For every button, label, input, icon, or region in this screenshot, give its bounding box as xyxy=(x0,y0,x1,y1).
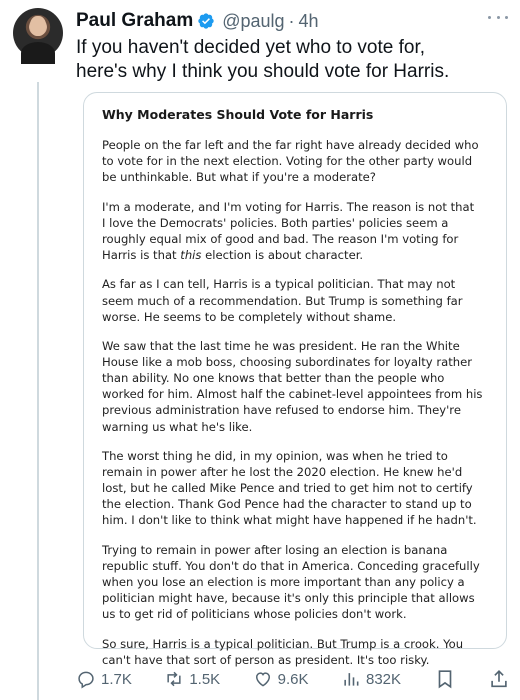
views-button[interactable] xyxy=(341,669,401,689)
essay-line: seem much of a recommendation. But Trump is something far xyxy=(102,293,463,308)
essay-paragraph xyxy=(102,137,497,185)
reply-button[interactable] xyxy=(76,669,132,689)
bookmark-icon xyxy=(434,668,456,690)
essay-line: politician might have, because it's only this principle that allows xyxy=(102,591,475,606)
essay-line: him. I don't like to think what might have happened if he hadn't. xyxy=(102,513,477,528)
essay-line: Harris is that this election is about character. xyxy=(102,247,364,262)
essay-line: worked for him. Almost half the cabinet-level appointees from his xyxy=(102,387,483,402)
essay-image[interactable] xyxy=(83,92,507,667)
essay-line: than ability. No one knows that better than the people who xyxy=(102,371,445,386)
essay-line: So sure, Harris is a typical politician. But Trump is a crook. You xyxy=(102,636,464,651)
verified-badge-icon xyxy=(197,12,215,30)
essay-line: roughly equal mix of good and bad. The reason I'm voting for xyxy=(102,231,459,246)
action-bar xyxy=(76,666,510,692)
essay-line: As far as I can tell, Harris is a typical politician. That may not xyxy=(102,277,456,292)
essay-line: I'm a moderate, and I'm voting for Harris. The reason is not that xyxy=(102,199,475,214)
essay-line: previous administration have refused to endorse him. They're xyxy=(102,403,461,418)
essay-line: We saw that the last time he was president. He ran the White xyxy=(102,339,460,354)
essay-line: warning us what he's like. xyxy=(102,419,253,434)
reply-icon xyxy=(76,669,96,689)
like-count: 9.6K xyxy=(277,670,309,688)
essay-paragraph xyxy=(102,542,497,622)
essay-paragraph xyxy=(102,276,497,324)
essay-body xyxy=(102,137,497,681)
essay-line: us to get rid of politicians whose policies don't work. xyxy=(102,607,407,622)
essay-line: I love the Democrats' policies. Both parties' policies seem a xyxy=(102,215,449,230)
essay-line: lost, but he called Mike Pence and tried to get him not to certify xyxy=(102,481,473,496)
essay-line: Trying to remain in power after losing an election is banana xyxy=(102,542,448,557)
tweet-text-line: here's why I think you should vote for Harris. xyxy=(76,61,450,82)
like-icon xyxy=(253,669,273,689)
views-count: 832K xyxy=(365,670,402,688)
essay-paragraph xyxy=(102,338,497,435)
avatar[interactable] xyxy=(13,8,63,58)
repost-icon xyxy=(164,669,184,689)
separator-dot: · xyxy=(288,10,295,31)
tweet-header xyxy=(76,10,319,32)
avatar-face xyxy=(30,16,46,36)
thread-line xyxy=(37,82,39,700)
avatar-shirt xyxy=(21,42,55,64)
essay-paragraph xyxy=(102,448,497,528)
bookmark-button[interactable] xyxy=(434,668,456,690)
essay-line: House like a mob boss, choosing subordinates for loyalty rather xyxy=(102,355,472,370)
repost-button[interactable] xyxy=(164,669,220,689)
essay-line: worse. He seems to be completely without shame. xyxy=(102,309,397,324)
essay-paragraph xyxy=(102,636,497,668)
tweet-text xyxy=(76,36,506,84)
share-button[interactable] xyxy=(488,668,510,690)
essay-line: be unthinkable. But what if you're a moderate? xyxy=(102,170,376,185)
views-icon xyxy=(341,669,361,689)
reply-count: 1.7K xyxy=(101,670,132,688)
essay-line: republic stuff. You don't do that in America. Conceding gracefully xyxy=(102,559,480,574)
essay-line: The worst thing he did, in my opinion, was when he tried to xyxy=(102,449,448,464)
author-name[interactable]: Paul Graham xyxy=(76,10,194,31)
essay-line: can't have that sort of person as president. It's too risky. xyxy=(102,652,430,667)
repost-count: 1.5K xyxy=(189,670,221,688)
tweet-text-line: If you haven't decided yet who to vote for, xyxy=(76,37,426,58)
tweet-time[interactable]: 4h xyxy=(298,10,319,31)
essay-line: when you lose an election is more important than any policy a xyxy=(102,575,465,590)
author-handle[interactable]: @paulg xyxy=(222,10,285,31)
essay-line: remain in power after he lost the 2020 election. He knew he'd xyxy=(102,465,463,480)
like-button[interactable] xyxy=(253,669,309,689)
more-icon[interactable] xyxy=(488,12,508,22)
essay-line: the election. Thank God Pence had the character to stand up to xyxy=(102,497,472,512)
essay-line: People on the far left and the far right have already decided who xyxy=(102,138,479,152)
essay-title: Why Moderates Should Vote for Harris xyxy=(102,107,374,122)
essay-paragraph xyxy=(102,199,497,263)
share-icon xyxy=(488,668,510,690)
essay-line: to vote for in the next election. Voting for the other party would xyxy=(102,154,473,169)
